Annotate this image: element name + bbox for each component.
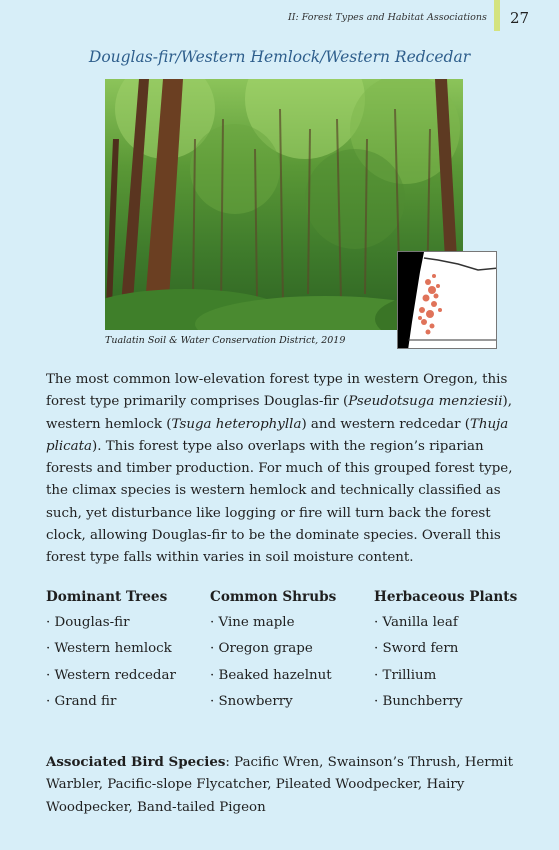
body-text-4: ). This forest type also overlaps with the region’s riparian forests and timber production. For much of this grouped forest type, the climax species is western hemlock and technically classified as such, yet disturbance like logging or fire will turn back the forest clock, allowing Douglas-fir to be the dominate species. Overall this forest type falls within varies in soil moisture content. <box>46 438 513 566</box>
page-title: Douglas-fir/Western Hemlock/Western Redcedar <box>88 48 471 66</box>
list-item: · Beaked hazelnut <box>210 667 332 683</box>
list-item: · Western redcedar <box>46 667 176 683</box>
list-item: · Western hemlock <box>46 641 172 657</box>
associated-bird-species <box>46 751 516 819</box>
page-number: 27 <box>510 9 530 27</box>
list-item: · Snowberry <box>210 694 293 710</box>
dominant-trees-column <box>46 589 206 721</box>
body-text-1: The most common low-elevation forest type in western Oregon, this forest type primarily comprises Douglas-fir ( <box>46 372 508 410</box>
body-paragraph <box>46 369 516 570</box>
scientific-name-redcedar: Thuja plicata <box>46 416 509 454</box>
photo-caption: Tualatin Soil & Water Conservation District, 2019 <box>105 335 346 346</box>
column-heading: Dominant Trees <box>46 589 168 605</box>
bird-species-label: Associated Bird Species <box>46 754 226 770</box>
list-item: · Sword fern <box>374 641 459 657</box>
distribution-map <box>397 251 497 349</box>
bird-species-list: : Pacific Wren, Swainson’s Thrush, Hermit Warbler, Pacific-slope Flycatcher, Pileated Woodpecker, Hairy Woodpecker, Band-tailed Pigeon <box>46 755 514 815</box>
list-item: · Trillium <box>374 667 437 683</box>
column-heading: Herbaceous Plants <box>374 589 518 605</box>
common-shrubs-column <box>210 589 370 721</box>
running-header: II: Forest Types and Habitat Associations <box>288 12 487 23</box>
header-accent-bar <box>494 0 500 31</box>
list-item: · Grand fir <box>46 694 117 710</box>
scientific-name-hemlock: Tsuga heterophylla <box>171 416 302 432</box>
body-text-2: ), western hemlock ( <box>46 394 513 432</box>
list-item: · Bunchberry <box>374 694 463 710</box>
herbaceous-plants-column <box>374 589 534 721</box>
scientific-name-douglas-fir: Pseudotsuga menziesii <box>348 394 503 410</box>
list-item: · Vanilla leaf <box>374 615 458 630</box>
list-item: · Vine maple <box>210 615 295 630</box>
list-item: · Douglas-fir <box>46 615 130 630</box>
column-heading: Common Shrubs <box>210 589 337 605</box>
list-item: · Oregon grape <box>210 641 313 657</box>
body-text-3: ) and western redcedar ( <box>301 416 470 432</box>
